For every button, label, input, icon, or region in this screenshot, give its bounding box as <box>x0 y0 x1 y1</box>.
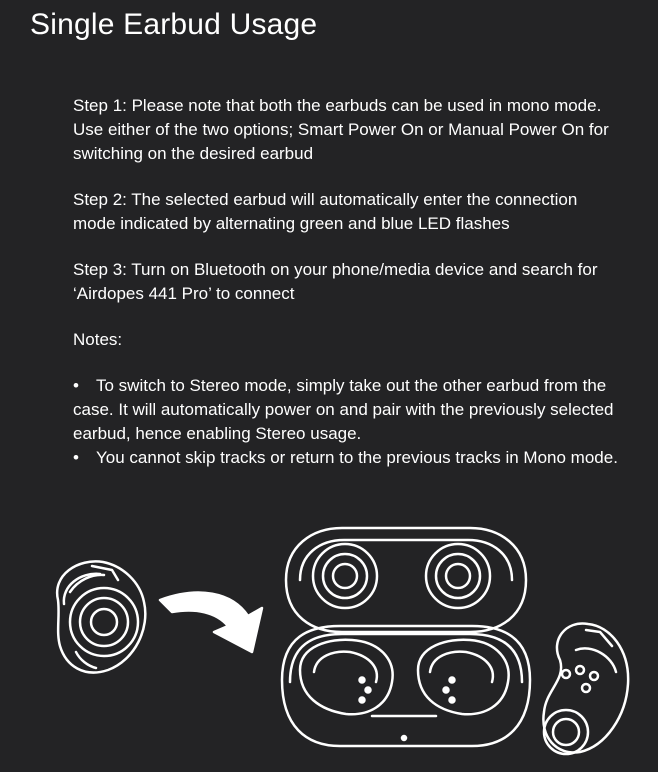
bullet-icon: • <box>73 376 79 395</box>
arrow-icon <box>160 593 262 652</box>
left-earbud-icon <box>57 561 145 672</box>
bullet-icon: • <box>73 448 79 467</box>
step-2-text: Step 2: The selected earbud will automatically enter the connection mode indicated by alternating green and blue LED flashes <box>73 190 578 233</box>
instructions <box>73 94 618 470</box>
step-3-text: Step 3: Turn on Bluetooth on your phone/media device and search for ‘Airdopes 441 Pro’ to connect <box>73 260 598 303</box>
charging-case-icon <box>282 528 530 746</box>
note-text: To switch to Stereo mode, simply take out the other earbud from the case. It will automatically power on and pair with the previously selected earbud, hence enabling Stereo usage. <box>73 376 614 443</box>
note-item <box>73 374 618 446</box>
step-1-text: Step 1: Please note that both the earbuds can be used in mono mode. Use either of the two options; Smart Power On or Manual Power On for switching on the desired earbud <box>73 96 609 163</box>
note-text: You cannot skip tracks or return to the previous tracks in Mono mode. <box>96 448 618 467</box>
note-item <box>73 446 618 470</box>
page-title: Single Earbud Usage <box>30 8 318 41</box>
earbud-illustration <box>0 520 658 772</box>
notes-list <box>73 374 618 470</box>
right-earbud-icon <box>543 623 628 754</box>
notes-label: Notes: <box>73 330 123 349</box>
